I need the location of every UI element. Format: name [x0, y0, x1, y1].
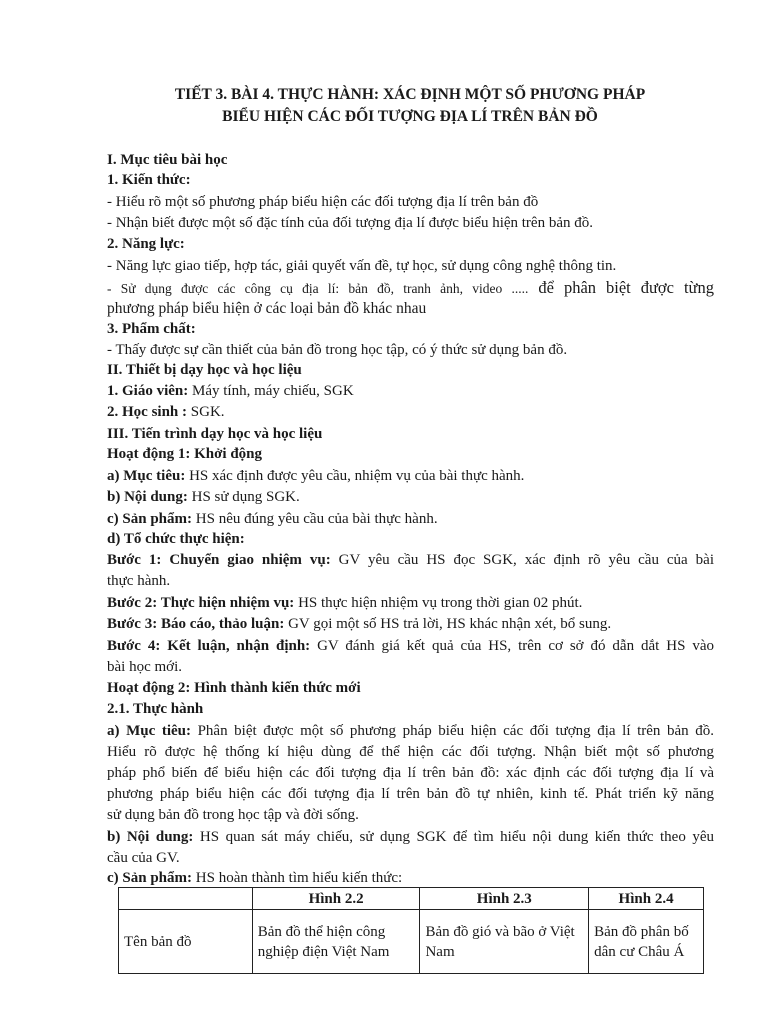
- competency-heading: 2. Năng lực:: [107, 236, 185, 252]
- step-1-cont: thực hành.: [107, 573, 171, 589]
- title-line-1: TIẾT 3. BÀI 4. THỰC HÀNH: XÁC ĐỊNH MỘT SỐ PHƯƠNG PHÁP: [174, 86, 646, 103]
- activity-1-content: b) Nội dung: HS sử dụng SGK.: [107, 489, 300, 505]
- activity-2-goal: a) Mục tiêu: Phân biệt được một số phương pháp biểu hiện các đối tượng địa lí trên bản đồ.: [107, 723, 715, 739]
- title-line-2: BIỂU HIỆN CÁC ĐỐI TƯỢNG ĐỊA LÍ TRÊN BẢN ĐỒ: [222, 108, 598, 125]
- activity-1-heading: Hoạt động 1: Khởi động: [107, 446, 263, 462]
- step-3: Bước 3: Báo cáo, thảo luận: GV gọi một số HS trả lời, HS khác nhận xét, bổ sung.: [107, 616, 612, 632]
- competency-item-2-cont: phương pháp biểu hiện ở các loại bản đồ khác nhau: [107, 300, 427, 317]
- activity-2-goal-line-5: sử dụng bản đồ trong học tập và đời sống.: [107, 807, 359, 823]
- step-4-cont: bài học mới.: [107, 659, 182, 675]
- knowledge-item-2: - Nhận biết được một số đặc tính của đối tượng địa lí được biểu hiện trên bản đồ.: [107, 215, 593, 231]
- table-row: [119, 910, 704, 974]
- section-3-heading: III. Tiến trình dạy học và học liệu: [107, 426, 323, 442]
- section-1-heading: I. Mục tiêu bài học: [107, 152, 228, 168]
- table-header-row: [119, 888, 704, 910]
- activity-2-goal-line-2: Hiểu rõ được hệ thống kí hiệu dùng để thể hiện các đối tượng. Nhận biết một số phương: [107, 744, 714, 760]
- knowledge-heading: 1. Kiến thức:: [107, 172, 191, 188]
- table-cell: Tên bản đồ: [119, 910, 253, 974]
- activity-2-product: c) Sản phẩm: HS hoàn thành tìm hiểu kiến thức:: [107, 870, 403, 886]
- activity-2-goal-line-3: pháp phổ biến để biểu hiện các đối tượng địa lí trên bản đồ: xác định các đối tượng địa lí và: [107, 765, 714, 781]
- table-header-cell: Hình 2.3: [420, 888, 589, 910]
- teacher-line: 1. Giáo viên: Máy tính, máy chiếu, SGK: [107, 383, 354, 399]
- table-cell: Bản đồ phân bố dân cư Châu Á: [589, 910, 704, 974]
- student-line: 2. Học sinh : SGK.: [107, 404, 225, 420]
- step-2: Bước 2: Thực hiện nhiệm vụ: HS thực hiện nhiệm vụ trong thời gian 02 phút.: [107, 595, 583, 611]
- activity-2-content-cont: cầu của GV.: [107, 850, 180, 866]
- competency-item-2: - Sử dụng được các công cụ địa lí: bản đồ, tranh ảnh, video ..... để phân biệt được từng: [107, 278, 714, 297]
- competency-item-1: - Năng lực giao tiếp, hợp tác, giải quyết vấn đề, tự học, sử dụng công nghệ thông tin.: [107, 258, 617, 274]
- knowledge-item-1: - Hiểu rõ một số phương pháp biểu hiện các đối tượng địa lí trên bản đồ: [107, 194, 539, 210]
- table-header-cell: Hình 2.2: [252, 888, 420, 910]
- quality-heading: 3. Phẩm chất:: [107, 321, 196, 337]
- table-cell: Bản đồ gió và bão ở Việt Nam: [420, 910, 589, 974]
- activity-1-organize: d) Tổ chức thực hiện:: [107, 531, 245, 547]
- activity-1-product: c) Sản phẩm: HS nêu đúng yêu cầu của bài thực hành.: [107, 511, 438, 527]
- table-header-cell: [119, 888, 253, 910]
- activity-1-goal: a) Mục tiêu: HS xác định được yêu cầu, nhiệm vụ của bài thực hành.: [107, 468, 525, 484]
- map-comparison-table: [118, 887, 704, 974]
- quality-item-1: - Thấy được sự cần thiết của bản đồ trong học tập, có ý thức sử dụng bản đồ.: [107, 342, 568, 358]
- activity-2-content: b) Nội dung: HS quan sát máy chiếu, sử dụng SGK để tìm hiểu nội dung kiến thức theo yêu: [107, 829, 715, 845]
- section-2-heading: II. Thiết bị dạy học và học liệu: [107, 362, 302, 378]
- activity-2-heading: Hoạt động 2: Hình thành kiến thức mới: [107, 680, 361, 696]
- table-header-cell: Hình 2.4: [589, 888, 704, 910]
- step-1: Bước 1: Chuyển giao nhiệm vụ: GV yêu cầu HS đọc SGK, xác định rõ yêu cầu của bài: [107, 552, 714, 568]
- practice-heading: 2.1. Thực hành: [107, 701, 204, 717]
- step-4: Bước 4: Kết luận, nhận định: GV đánh giá kết quả của HS, trên cơ sở đó dẫn dắt HS vào: [107, 638, 714, 654]
- activity-2-goal-line-4: phương pháp biểu hiện các đối tượng địa lí trên bản đồ tự nhiên, kinh tế. Phát triển kỹ năng: [107, 786, 714, 802]
- table-cell: Bản đồ thể hiện công nghiệp điện Việt Nam: [252, 910, 420, 974]
